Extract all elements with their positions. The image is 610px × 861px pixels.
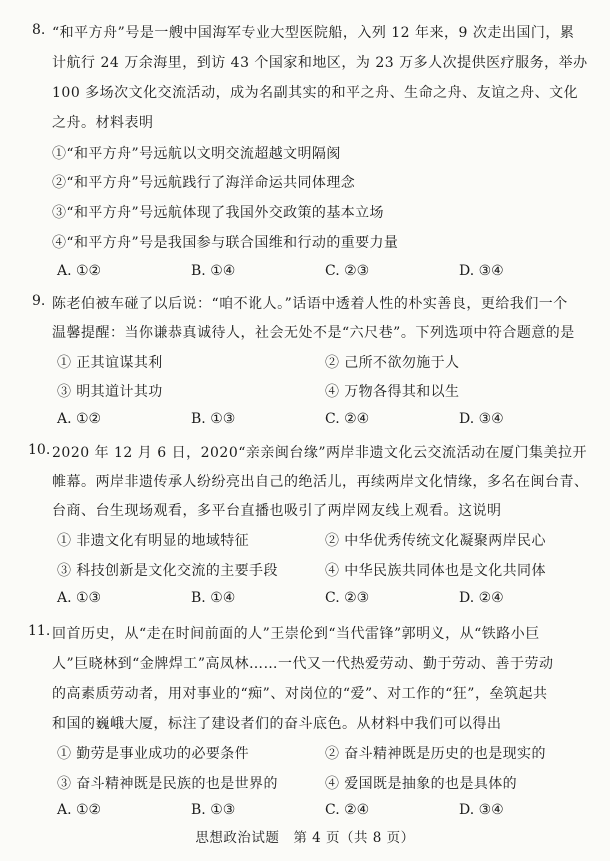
answer-choice-b[interactable]: B. ①④ — [191, 590, 236, 606]
page-footer: 思想政治试题 第 4 页（共 8 页） — [195, 830, 415, 846]
statement-4: ④ 爱国既是抽象的也是具体的 — [325, 776, 518, 792]
question-stem-line: 陈老伯被车碰了以后说：“咱不讹人。”话语中透着人性的朴实善良，更给我们一个 — [52, 296, 568, 312]
question-stem-line: 回首历史，从“走在时间前面的人”王崇伦到“当代雷锋”郭明义，从“铁路小巨 — [52, 626, 540, 642]
answer-choice-c[interactable]: C. ②④ — [325, 411, 370, 427]
answer-choice-a[interactable]: A. ①② — [57, 411, 102, 427]
statement-3: ③ 奋斗精神既是民族的也是世界的 — [57, 776, 278, 792]
answer-choice-d[interactable]: D. ③④ — [459, 802, 504, 818]
answer-choice-b[interactable]: B. ①④ — [191, 263, 236, 279]
statement-4: ④“和平方舟”号是我国参与联合国维和行动的重要力量 — [52, 235, 399, 251]
question-stem-line: 之舟。材料表明 — [52, 115, 154, 131]
answer-choice-b[interactable]: B. ①③ — [191, 802, 236, 818]
statement-1: ①“和平方舟”号远航以文明交流超越文明隔阂 — [52, 146, 341, 162]
statement-1: ① 正其谊谋其利 — [57, 355, 163, 371]
statement-2: ② 奋斗精神既是历史的也是现实的 — [325, 746, 546, 762]
question-number: 8. — [32, 22, 46, 38]
statement-4: ④ 万物各得其和以生 — [325, 384, 460, 400]
answer-choice-a[interactable]: A. ①③ — [57, 590, 102, 606]
answer-choice-a[interactable]: A. ①② — [57, 263, 102, 279]
statement-2: ② 己所不欲勿施于人 — [325, 355, 460, 371]
answer-choice-c[interactable]: C. ②③ — [325, 263, 370, 279]
statement-3: ③ 科技创新是文化交流的主要手段 — [57, 563, 278, 579]
question-stem-line: 台商、台生现场观看，多平台直播也吸引了两岸网友线上观看。这说明 — [52, 503, 502, 519]
answer-choice-a[interactable]: A. ①② — [57, 802, 102, 818]
answer-choice-d[interactable]: D. ②④ — [459, 590, 504, 606]
question-stem-line: 2020 年 12 月 6 日，2020“亲亲闽台缘”两岸非遗文化云交流活动在厦门集美拉开 — [52, 445, 588, 461]
statement-3: ③“和平方舟”号远航体现了我国外交政策的基本立场 — [52, 205, 384, 221]
question-stem-line: 和国的巍峨大厦，标注了建设者们的奋斗底色。从材料中我们可以得出 — [52, 716, 502, 732]
question-stem-line: 温馨提醒：当你谦恭真诚待人，社会无处不是“六尺巷”。下列选项中符合题意的是 — [52, 325, 575, 341]
statement-1: ① 非遗文化有明显的地域特征 — [57, 533, 250, 549]
statement-4: ④ 中华民族共同体也是文化共同体 — [325, 563, 546, 579]
answer-choice-d[interactable]: D. ③④ — [459, 411, 504, 427]
statement-2: ②“和平方舟”号远航践行了海洋命运共同体理念 — [52, 175, 356, 191]
answer-choice-c[interactable]: C. ②③ — [325, 590, 370, 606]
question-number: 10. — [28, 442, 51, 458]
question-number: 11. — [28, 623, 51, 639]
question-stem-line: 人”巨晓林到“金牌焊工”高凤林……一代又一代热爱劳动、勤于劳动、善于劳动 — [52, 656, 554, 672]
question-number: 9. — [32, 293, 46, 309]
answer-choice-d[interactable]: D. ③④ — [459, 263, 504, 279]
question-stem-line: 帷幕。两岸非遗传承人纷纷亮出自己的绝活儿，再续两岸文化情缘，多名在闽台青、 — [52, 474, 589, 490]
question-stem-line: 100 多场次文化交流活动，成为名副其实的和平之舟、生命之舟、友谊之舟、文化 — [52, 85, 579, 101]
answer-choice-c[interactable]: C. ②④ — [325, 802, 370, 818]
question-stem-line: “和平方舟”号是一艘中国海军专业大型医院船，入列 12 年来，9 次走出国门，累 — [52, 25, 575, 41]
statement-1: ① 勤劳是事业成功的必要条件 — [57, 746, 250, 762]
statement-3: ③ 明其道计其功 — [57, 384, 163, 400]
statement-2: ② 中华优秀传统文化凝聚两岸民心 — [325, 533, 546, 549]
question-stem-line: 计航行 24 万余海里，到访 43 个国家和地区，为 23 万多人次提供医疗服务，举办 — [52, 55, 588, 71]
answer-choice-b[interactable]: B. ①③ — [191, 411, 236, 427]
question-stem-line: 的高素质劳动者，用对事业的“痴”、对岗位的“爱”、对工作的“狂”，垒筑起共 — [52, 686, 548, 702]
